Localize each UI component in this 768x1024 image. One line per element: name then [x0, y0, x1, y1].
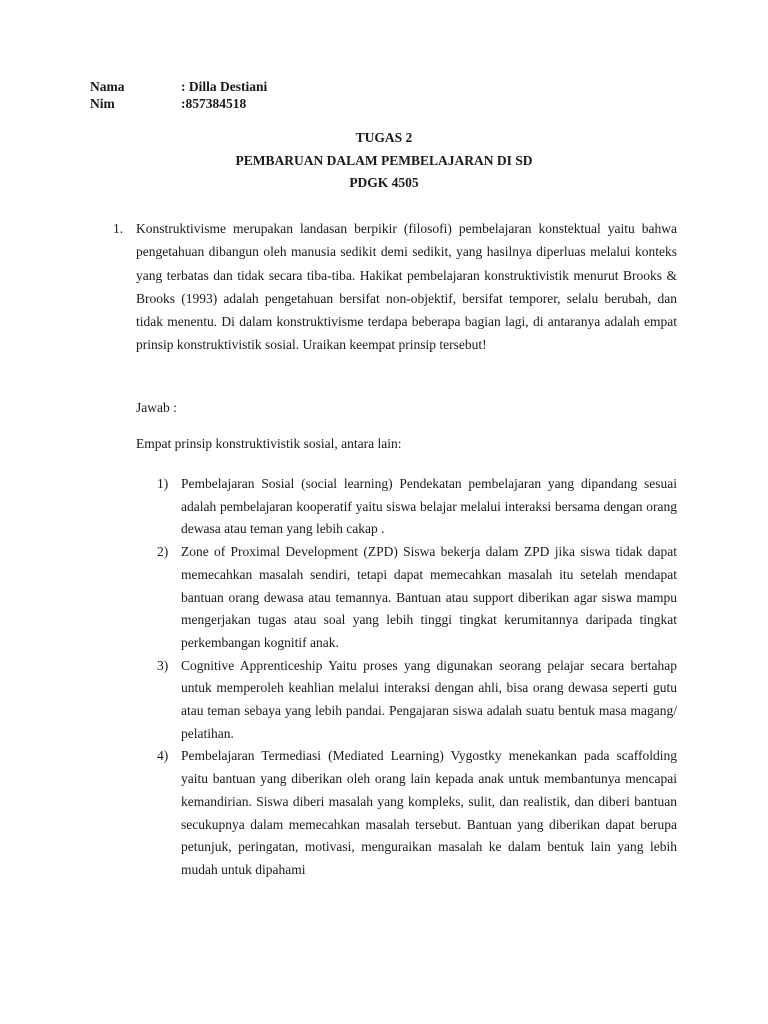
list-item-text: Cognitive Apprenticeship Yaitu proses yang digunakan seorang pelajar secara bertahap untuk memperoleh keahlian melalui interaksi dengan ahli, bisa orang dewasa seperti gutu atau teman sebaya yang lebih pandai. Pengajaran siswa adalah suatu bentuk masa magang/ pelatihan.: [181, 657, 677, 741]
question-1: [113, 217, 677, 357]
list-item-number: 4): [157, 748, 169, 764]
list-item-text: Pembelajaran Sosial (social learning) Pendekatan pembelajaran yang dipandang sesuai adalah pembelajaran kooperatif yaitu siswa belajar melalui interaksi bersama dengan orang dewasa atau teman yang lebih cakap .: [181, 476, 677, 537]
list-item-number: 1): [157, 476, 169, 491]
title-block: [0, 127, 768, 195]
question-text: Konstruktivisme merupakan landasan berpikir (filosofi) pembelajaran konstektual yaitu bahwa pengetahuan dibangun oleh manusia sedikit demi sedikit, yang hasilnya diperluas melalui konteks yang terbatas dan tidak secara tiba-tiba. Hakikat pembelajaran konstruktivistik menurut Brooks & Brooks (1993) adalah pengetahuan bersifat non-objektif, bersifat temporer, selalu berubah, dan tidak menentu. Di dalam konstruktivisme terdapa beberapa bagian lagi, di antaranya adalah empat prinsip konstruktivistik sosial. Uraikan keempat prinsip tersebut!: [136, 221, 677, 353]
list-item-number: 2): [157, 544, 169, 560]
name-row: [90, 78, 267, 95]
answer-intro: Empat prinsip konstruktivistik sosial, antara lain:: [136, 436, 402, 451]
list-item: [157, 655, 677, 746]
course-code: PDGK 4505: [349, 175, 419, 190]
question-number: 1.: [113, 221, 124, 236]
principle-list: [157, 473, 677, 882]
nim-value: :857384518: [181, 96, 247, 111]
list-item: [157, 541, 677, 655]
answer-label: Jawab :: [136, 400, 177, 415]
course-topic: PEMBARUAN DALAM PEMBELAJARAN DI SD: [235, 152, 533, 168]
student-info: [90, 78, 267, 112]
list-item-text: Pembelajaran Termediasi (Mediated Learning) Vygostky menekankan pada scaffolding yaitu bantuan yang diberikan oleh orang lain kepada anak untuk membantunya mencapai kemandirian. Siswa diberi masalah yang kompleks, sulit, dan realistik, dan diberi bantuan secukupnya dalam memecahkan masalah tersebut. Bantuan yang diberikan dapat berupa petunjuk, peringatan, motivasi, menguraikan masalah ke dalam bentuk lain yang lebih mudah untuk dipahami: [181, 748, 677, 877]
list-item-number: 3): [157, 657, 169, 673]
list-item: [157, 745, 677, 881]
name-value: : Dilla Destiani: [181, 79, 268, 94]
assignment-title: TUGAS 2: [355, 130, 413, 145]
list-item: [157, 473, 677, 541]
name-label: Nama: [90, 79, 125, 94]
nim-row: [90, 95, 267, 112]
list-item-text: Zone of Proximal Development (ZPD) Siswa bekerja dalam ZPD jika siswa tidak dapat memecahkan masalah sendiri, tetapi dapat memecahkan masalah itu setelah mendapat bantuan orang dewasa atau temannya. Bantuan atau support diberikan agar siswa mampu mengerjakan tugas atau soal yang lebih tinggi tingkat kerumitannya daripada tingkat perkembangan kognitif anak.: [181, 544, 677, 650]
nim-label: Nim: [90, 96, 115, 111]
